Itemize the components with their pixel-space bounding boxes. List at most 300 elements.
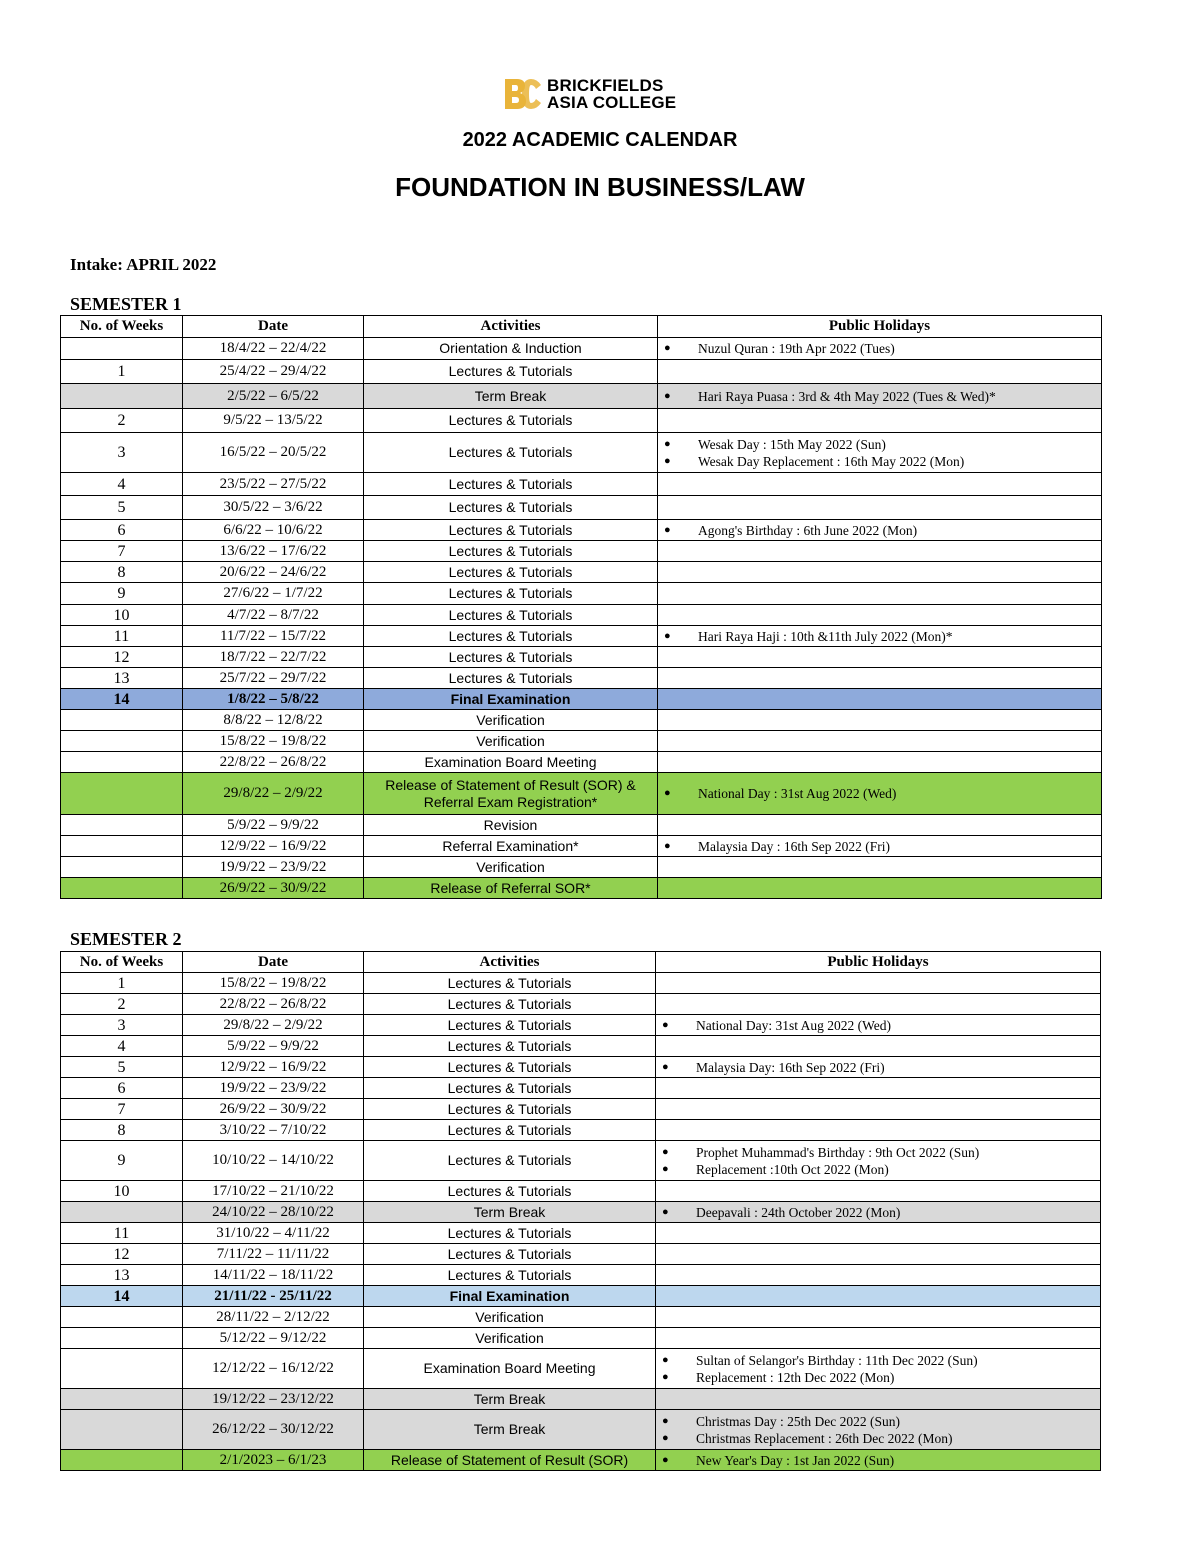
week-cell <box>61 773 183 815</box>
table-row <box>61 1307 1101 1328</box>
week-cell: 14 <box>61 1286 183 1307</box>
table-row <box>61 541 1102 562</box>
week-cell <box>61 710 183 731</box>
holiday-item <box>662 1017 1094 1034</box>
holidays-cell <box>658 668 1102 689</box>
date-cell: 13/6/22 – 17/6/22 <box>183 541 364 562</box>
date-cell: 25/7/22 – 29/7/22 <box>183 668 364 689</box>
activity-cell: Lectures & Tutorials <box>364 473 658 496</box>
holidays-cell <box>658 836 1102 857</box>
activity-cell: Lectures & Tutorials <box>364 433 658 473</box>
holidays-cell <box>656 1286 1101 1307</box>
holiday-text: Christmas Day : 25th Dec 2022 (Sun) <box>696 1413 900 1429</box>
table-row <box>61 384 1102 409</box>
col-header-holidays: Public Holidays <box>658 316 1102 338</box>
bullet-icon: ● <box>662 1431 669 1444</box>
date-cell: 6/6/22 – 10/6/22 <box>183 520 364 541</box>
table-row <box>61 857 1102 878</box>
date-cell: 11/7/22 – 15/7/22 <box>183 626 364 647</box>
activity-cell: Lectures & Tutorials <box>364 1223 656 1244</box>
holiday-text: Deepavali : 24th October 2022 (Mon) <box>696 1204 901 1220</box>
activity-cell: Lectures & Tutorials <box>364 541 658 562</box>
holiday-item <box>664 522 1095 539</box>
activity-cell: Release of Statement of Result (SOR) <box>364 1450 656 1471</box>
holidays-cell <box>658 360 1102 384</box>
activity-cell: Lectures & Tutorials <box>364 973 656 994</box>
holidays-cell <box>658 815 1102 836</box>
holiday-item <box>662 1059 1094 1076</box>
table-row <box>61 1244 1101 1265</box>
week-cell <box>61 1450 183 1471</box>
week-cell: 5 <box>61 496 183 520</box>
holidays-cell <box>658 496 1102 520</box>
holidays-cell <box>656 1307 1101 1328</box>
table-row <box>61 626 1102 647</box>
table-row <box>61 562 1102 583</box>
date-cell: 26/12/22 – 30/12/22 <box>183 1410 364 1450</box>
holiday-item <box>664 628 1095 645</box>
activity-cell: Lectures & Tutorials <box>364 626 658 647</box>
table-row <box>61 1410 1101 1450</box>
table-row <box>61 1036 1101 1057</box>
bullet-icon: ● <box>662 1205 669 1218</box>
holiday-item <box>664 453 1095 470</box>
date-cell: 8/8/22 – 12/8/22 <box>183 710 364 731</box>
bullet-icon: ● <box>664 629 671 642</box>
table-row <box>61 338 1102 360</box>
holiday-text: Wesak Day : 15th May 2022 (Sun) <box>698 436 886 452</box>
bullet-icon: ● <box>664 523 671 536</box>
week-cell: 9 <box>61 1141 183 1181</box>
bullet-icon: ● <box>664 787 671 799</box>
holidays-cell <box>656 973 1101 994</box>
week-cell: 3 <box>61 1015 183 1036</box>
table-row <box>61 689 1102 710</box>
date-cell: 15/8/22 – 19/8/22 <box>183 731 364 752</box>
week-cell: 7 <box>61 541 183 562</box>
week-cell <box>61 731 183 752</box>
table-row <box>61 647 1102 668</box>
date-cell: 2/1/2023 – 6/1/23 <box>183 1450 364 1471</box>
date-cell: 17/10/22 – 21/10/22 <box>183 1181 364 1202</box>
table-row <box>61 1120 1101 1141</box>
bullet-icon: ● <box>662 1060 669 1073</box>
table-row <box>61 1057 1101 1078</box>
table-row <box>61 731 1102 752</box>
date-cell: 26/9/22 – 30/9/22 <box>183 1099 364 1120</box>
date-cell: 5/9/22 – 9/9/22 <box>183 1036 364 1057</box>
holiday-text: Nuzul Quran : 19th Apr 2022 (Tues) <box>698 341 895 356</box>
table-row <box>61 1078 1101 1099</box>
activity-cell: Verification <box>364 857 658 878</box>
activity-cell: Term Break <box>364 384 658 409</box>
table-row <box>61 1181 1101 1202</box>
date-cell: 22/8/22 – 26/8/22 <box>183 994 364 1015</box>
semester-1-table <box>60 315 1102 899</box>
week-cell <box>61 1349 183 1389</box>
week-cell <box>61 836 183 857</box>
activity-cell: Lectures & Tutorials <box>364 562 658 583</box>
holidays-cell <box>656 1141 1101 1181</box>
holidays-cell <box>656 1265 1101 1286</box>
activity-cell: Lectures & Tutorials <box>364 520 658 541</box>
holidays-cell <box>656 1078 1101 1099</box>
table-row <box>61 1328 1101 1349</box>
holidays-cell <box>658 710 1102 731</box>
activity-cell: Lectures & Tutorials <box>364 1244 656 1265</box>
holidays-cell <box>656 1328 1101 1349</box>
holidays-cell <box>658 773 1102 815</box>
bullet-icon: ● <box>662 1453 669 1466</box>
activity-cell: Lectures & Tutorials <box>364 1099 656 1120</box>
week-cell <box>61 857 183 878</box>
activity-cell: Verification <box>364 1307 656 1328</box>
holiday-text: Agong's Birthday : 6th June 2022 (Mon) <box>698 522 918 538</box>
activity-cell: Release of Statement of Result (SOR) & Referral Exam Registration* <box>364 773 658 815</box>
holidays-cell <box>658 562 1102 583</box>
date-cell: 5/9/22 – 9/9/22 <box>183 815 364 836</box>
date-cell: 20/6/22 – 24/6/22 <box>183 562 364 583</box>
date-cell: 5/12/22 – 9/12/22 <box>183 1328 364 1349</box>
date-cell: 12/9/22 – 16/9/22 <box>183 836 364 857</box>
date-cell: 18/7/22 – 22/7/22 <box>183 647 364 668</box>
holidays-cell <box>658 626 1102 647</box>
activity-cell: Lectures & Tutorials <box>364 1015 656 1036</box>
date-cell: 4/7/22 – 8/7/22 <box>183 605 364 626</box>
activity-cell: Lectures & Tutorials <box>364 1120 656 1141</box>
semester-1-label: SEMESTER 1 <box>70 294 182 314</box>
week-cell <box>61 1389 183 1410</box>
table-row <box>61 583 1102 605</box>
holiday-item <box>662 1369 1094 1386</box>
activity-cell: Lectures & Tutorials <box>364 994 656 1015</box>
date-cell: 10/10/22 – 14/10/22 <box>183 1141 364 1181</box>
date-cell: 27/6/22 – 1/7/22 <box>183 583 364 605</box>
date-cell: 15/8/22 – 19/8/22 <box>183 973 364 994</box>
activity-cell: Revision <box>364 815 658 836</box>
date-cell: 23/5/22 – 27/5/22 <box>183 473 364 496</box>
holiday-text: Replacement : 12th Dec 2022 (Mon) <box>696 1369 895 1385</box>
program-title: FOUNDATION IN BUSINESS/LAW <box>395 172 805 202</box>
holidays-cell <box>658 433 1102 473</box>
holiday-text: Replacement :10th Oct 2022 (Mon) <box>696 1161 889 1177</box>
activity-cell: Referral Examination* <box>364 836 658 857</box>
holidays-cell <box>656 1099 1101 1120</box>
bullet-icon: ● <box>662 1162 669 1175</box>
week-cell <box>61 878 183 899</box>
holiday-text: Hari Raya Puasa : 3rd & 4th May 2022 (Tues & Wed)* <box>698 388 996 404</box>
holidays-cell <box>658 409 1102 433</box>
holiday-item <box>662 1204 1094 1221</box>
college-logo-icon <box>503 76 543 112</box>
holiday-item <box>662 1430 1094 1447</box>
logo-line-2: ASIA COLLEGE <box>547 93 677 112</box>
activity-cell: Verification <box>364 731 658 752</box>
table-row <box>61 473 1102 496</box>
holiday-text: National Day : 31st Aug 2022 (Wed) <box>698 786 897 801</box>
week-cell <box>61 815 183 836</box>
holidays-cell <box>658 731 1102 752</box>
week-cell: 3 <box>61 433 183 473</box>
table-row <box>61 605 1102 626</box>
week-cell <box>61 1307 183 1328</box>
week-cell: 6 <box>61 1078 183 1099</box>
holidays-cell <box>656 1036 1101 1057</box>
table-row <box>61 878 1102 899</box>
date-cell: 2/5/22 – 6/5/22 <box>183 384 364 409</box>
week-cell <box>61 338 183 360</box>
activity-cell: Term Break <box>364 1202 656 1223</box>
holidays-cell <box>658 752 1102 773</box>
date-cell: 24/10/22 – 28/10/22 <box>183 1202 364 1223</box>
date-cell: 19/12/22 – 23/12/22 <box>183 1389 364 1410</box>
holiday-item <box>664 838 1095 855</box>
week-cell: 2 <box>61 409 183 433</box>
table-row <box>61 1286 1101 1307</box>
date-cell: 29/8/22 – 2/9/22 <box>183 1015 364 1036</box>
week-cell: 2 <box>61 994 183 1015</box>
date-cell: 21/11/22 - 25/11/22 <box>183 1286 364 1307</box>
holidays-cell <box>656 1244 1101 1265</box>
table-row <box>61 773 1102 815</box>
bullet-icon: ● <box>662 1414 669 1427</box>
date-cell: 14/11/22 – 18/11/22 <box>183 1265 364 1286</box>
table-row <box>61 433 1102 473</box>
holiday-text: Prophet Muhammad's Birthday : 9th Oct 2022 (Sun) <box>696 1144 980 1160</box>
holidays-cell <box>656 1450 1101 1471</box>
activity-cell: Lectures & Tutorials <box>364 605 658 626</box>
table-row <box>61 668 1102 689</box>
holidays-cell <box>656 1349 1101 1389</box>
college-logo <box>503 76 676 112</box>
holidays-cell <box>656 1389 1101 1410</box>
activity-cell: Release of Referral SOR* <box>364 878 658 899</box>
holiday-text: Malaysia Day: 16th Sep 2022 (Fri) <box>696 1059 885 1075</box>
semester-2-table <box>60 951 1101 1471</box>
week-cell: 14 <box>61 689 183 710</box>
activity-cell: Term Break <box>364 1410 656 1450</box>
date-cell: 7/11/22 – 11/11/22 <box>183 1244 364 1265</box>
holiday-text: Hari Raya Haji : 10th &11th July 2022 (Mon)* <box>698 628 953 644</box>
activity-cell: Term Break <box>364 1389 656 1410</box>
date-cell: 25/4/22 – 29/4/22 <box>183 360 364 384</box>
calendar-title: 2022 ACADEMIC CALENDAR <box>462 129 738 151</box>
holidays-cell <box>656 1015 1101 1036</box>
table-row <box>61 815 1102 836</box>
holiday-item <box>662 1413 1094 1430</box>
table-row <box>61 1265 1101 1286</box>
intake-label: Intake: APRIL 2022 <box>70 255 217 274</box>
holidays-cell <box>656 1202 1101 1223</box>
col-header-weeks: No. of Weeks <box>61 316 183 338</box>
semester-2-label: SEMESTER 2 <box>70 929 182 949</box>
week-cell <box>61 384 183 409</box>
date-cell: 19/9/22 – 23/9/22 <box>183 1078 364 1099</box>
activity-cell: Examination Board Meeting <box>364 1349 656 1389</box>
activity-cell: Lectures & Tutorials <box>364 647 658 668</box>
activity-cell: Final Examination <box>364 1286 656 1307</box>
date-cell: 22/8/22 – 26/8/22 <box>183 752 364 773</box>
week-cell: 11 <box>61 1223 183 1244</box>
week-cell <box>61 1410 183 1450</box>
table-row <box>61 1450 1101 1471</box>
week-cell: 11 <box>61 626 183 647</box>
bullet-icon: ● <box>664 437 671 450</box>
col-header-date: Date <box>183 952 364 973</box>
activity-cell: Lectures & Tutorials <box>364 1141 656 1181</box>
holiday-item <box>662 1352 1094 1369</box>
week-cell: 4 <box>61 473 183 496</box>
holiday-item <box>662 1452 1094 1469</box>
logo-wordmark <box>547 77 676 111</box>
holiday-text: Malaysia Day : 16th Sep 2022 (Fri) <box>698 838 890 854</box>
activity-cell: Lectures & Tutorials <box>364 409 658 433</box>
date-cell: 16/5/22 – 20/5/22 <box>183 433 364 473</box>
bullet-icon: ● <box>662 1370 669 1383</box>
week-cell: 6 <box>61 520 183 541</box>
table-row <box>61 973 1101 994</box>
week-cell: 5 <box>61 1057 183 1078</box>
bullet-icon: ● <box>664 454 671 467</box>
week-cell: 10 <box>61 605 183 626</box>
date-cell: 28/11/22 – 2/12/22 <box>183 1307 364 1328</box>
week-cell <box>61 1202 183 1223</box>
col-header-holidays: Public Holidays <box>656 952 1101 973</box>
holiday-text: Wesak Day Replacement : 16th May 2022 (Mon) <box>698 453 965 469</box>
date-cell: 30/5/22 – 3/6/22 <box>183 496 364 520</box>
logo-line-1: BRICKFIELDS <box>547 76 664 95</box>
holiday-item <box>664 436 1095 453</box>
week-cell: 9 <box>61 583 183 605</box>
activity-cell: Examination Board Meeting <box>364 752 658 773</box>
holiday-item <box>662 1144 1094 1161</box>
holiday-item <box>664 785 1095 802</box>
activity-cell: Lectures & Tutorials <box>364 1057 656 1078</box>
bullet-icon: ● <box>664 389 671 402</box>
week-cell: 1 <box>61 973 183 994</box>
date-cell: 1/8/22 – 5/8/22 <box>183 689 364 710</box>
col-header-weeks: No. of Weeks <box>61 952 183 973</box>
week-cell: 13 <box>61 1265 183 1286</box>
holiday-text: Sultan of Selangor's Birthday : 11th Dec 2022 (Sun) <box>696 1352 978 1368</box>
holidays-cell <box>658 857 1102 878</box>
table-row <box>61 1141 1101 1181</box>
holiday-item <box>662 1161 1094 1178</box>
bullet-icon: ● <box>664 342 671 354</box>
holidays-cell <box>658 473 1102 496</box>
week-cell: 8 <box>61 562 183 583</box>
table-row <box>61 496 1102 520</box>
table-header-row <box>61 952 1101 973</box>
holidays-cell <box>656 994 1101 1015</box>
holidays-cell <box>658 583 1102 605</box>
table-row <box>61 836 1102 857</box>
holidays-cell <box>656 1223 1101 1244</box>
activity-cell: Final Examination <box>364 689 658 710</box>
holidays-cell <box>658 689 1102 710</box>
week-cell: 12 <box>61 1244 183 1265</box>
table-row <box>61 520 1102 541</box>
week-cell: 4 <box>61 1036 183 1057</box>
bullet-icon: ● <box>662 1353 669 1366</box>
holidays-cell <box>658 520 1102 541</box>
week-cell: 13 <box>61 668 183 689</box>
holidays-cell <box>656 1120 1101 1141</box>
week-cell: 12 <box>61 647 183 668</box>
activity-cell: Orientation & Induction <box>364 338 658 360</box>
week-cell: 8 <box>61 1120 183 1141</box>
holidays-cell <box>658 878 1102 899</box>
table-row <box>61 1099 1101 1120</box>
week-cell <box>61 752 183 773</box>
date-cell: 9/5/22 – 13/5/22 <box>183 409 364 433</box>
activity-cell: Verification <box>364 1328 656 1349</box>
week-cell <box>61 1328 183 1349</box>
activity-cell: Lectures & Tutorials <box>364 496 658 520</box>
date-cell: 19/9/22 – 23/9/22 <box>183 857 364 878</box>
week-cell: 7 <box>61 1099 183 1120</box>
table-row <box>61 1349 1101 1389</box>
week-cell: 10 <box>61 1181 183 1202</box>
table-row <box>61 360 1102 384</box>
bullet-icon: ● <box>662 1018 669 1031</box>
holiday-text: New Year's Day : 1st Jan 2022 (Sun) <box>696 1452 895 1468</box>
table-row <box>61 1015 1101 1036</box>
activity-cell: Lectures & Tutorials <box>364 1036 656 1057</box>
holiday-item <box>664 340 1095 357</box>
holidays-cell <box>656 1057 1101 1078</box>
bullet-icon: ● <box>664 839 671 852</box>
col-header-activities: Activities <box>364 952 656 973</box>
week-cell: 1 <box>61 360 183 384</box>
date-cell: 18/4/22 – 22/4/22 <box>183 338 364 360</box>
holidays-cell <box>658 384 1102 409</box>
table-row <box>61 1223 1101 1244</box>
holidays-cell <box>658 605 1102 626</box>
holidays-cell <box>658 647 1102 668</box>
holiday-text: National Day: 31st Aug 2022 (Wed) <box>696 1017 892 1033</box>
table-row <box>61 1389 1101 1410</box>
table-row <box>61 1202 1101 1223</box>
col-header-activities: Activities <box>364 316 658 338</box>
date-cell: 26/9/22 – 30/9/22 <box>183 878 364 899</box>
holidays-cell <box>656 1410 1101 1450</box>
holiday-item <box>664 388 1095 405</box>
table-row <box>61 752 1102 773</box>
activity-cell: Verification <box>364 710 658 731</box>
table-row <box>61 710 1102 731</box>
date-cell: 3/10/22 – 7/10/22 <box>183 1120 364 1141</box>
activity-cell: Lectures & Tutorials <box>364 360 658 384</box>
activity-cell: Lectures & Tutorials <box>364 583 658 605</box>
col-header-date: Date <box>183 316 364 338</box>
table-header-row <box>61 316 1102 338</box>
holiday-text: Christmas Replacement : 26th Dec 2022 (Mon) <box>696 1430 953 1446</box>
table-row <box>61 994 1101 1015</box>
holidays-cell <box>658 338 1102 360</box>
date-cell: 12/12/22 – 16/12/22 <box>183 1349 364 1389</box>
holidays-cell <box>658 541 1102 562</box>
activity-cell: Lectures & Tutorials <box>364 668 658 689</box>
activity-cell: Lectures & Tutorials <box>364 1265 656 1286</box>
activity-cell: Lectures & Tutorials <box>364 1181 656 1202</box>
holidays-cell <box>656 1181 1101 1202</box>
date-cell: 31/10/22 – 4/11/22 <box>183 1223 364 1244</box>
date-cell: 29/8/22 – 2/9/22 <box>183 773 364 815</box>
table-row <box>61 409 1102 433</box>
date-cell: 12/9/22 – 16/9/22 <box>183 1057 364 1078</box>
bullet-icon: ● <box>662 1145 669 1158</box>
